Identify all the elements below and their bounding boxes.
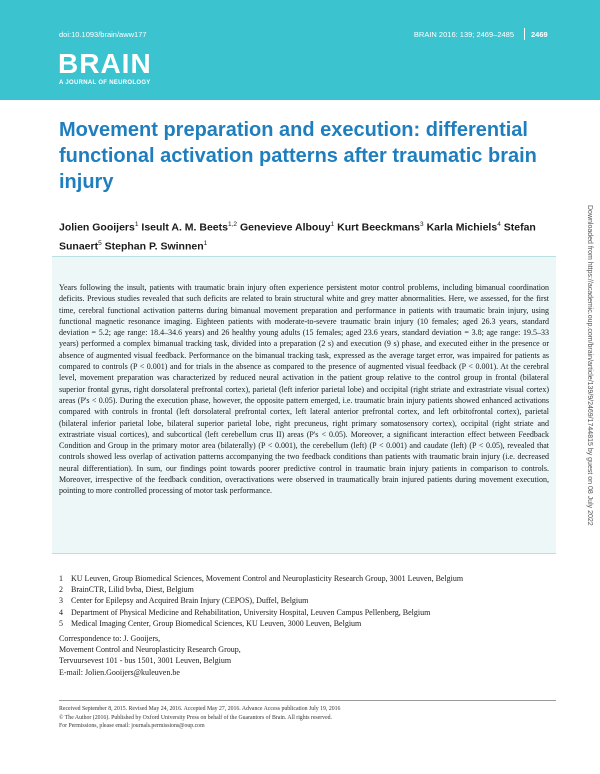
- author-name[interactable]: Genevieve Albouy: [239, 221, 331, 234]
- correspondence-email[interactable]: E-mail: Jolien.Gooijers@kuleuven.be: [59, 667, 180, 677]
- header-divider: [524, 28, 525, 40]
- affiliation-text: Medical Imaging Center, Group Biomedical Sciences, KU Leuven, 3000 Leuven, Belgium: [71, 618, 362, 628]
- affiliation-number: 2: [59, 585, 63, 595]
- affiliation-item: [59, 607, 539, 618]
- footer-copyright: © The Author (2016). Published by Oxford University Press on behalf of the Guarantors of Brain. All rights reserved.: [59, 714, 332, 721]
- author-name[interactable]: Kurt Beeckmans: [337, 221, 421, 234]
- brain-logo: BRAIN: [58, 48, 152, 79]
- footer-rule: [59, 700, 556, 701]
- download-side-note-text: Downloaded from https://academic.oup.com/brain/article/139/9/2469/1744815 by guest on 08 July 2022: [586, 205, 593, 526]
- page-number: 2469: [531, 30, 548, 39]
- affiliation-item: [59, 618, 539, 629]
- download-side-note: [584, 205, 594, 585]
- citation-text: BRAIN 2016: 139; 2469–2485: [413, 30, 514, 39]
- affiliation-number: 1: [59, 574, 63, 583]
- author-affiliation-mark: 1: [134, 221, 139, 228]
- doi-text[interactable]: doi:10.1093/brain/aww177: [59, 30, 147, 39]
- author-name[interactable]: Stefan Sunaert: [59, 221, 536, 252]
- author-name[interactable]: Iseult A. M. Beets: [141, 221, 228, 234]
- author-affiliation-mark: 1: [330, 221, 335, 228]
- correspondence-line: Correspondence to: J. Gooijers,: [59, 634, 161, 643]
- footer: [59, 705, 539, 731]
- affiliation-text: Department of Physical Medicine and Rehabilitation, University Hospital, Leuven Campus Pellenberg, Belgium: [71, 607, 431, 617]
- affiliation-item: [59, 595, 539, 606]
- footer-permissions[interactable]: For Permissions, please email: journals.permissions@oup.com: [59, 723, 205, 729]
- abstract-text: Years following the insult, patients with traumatic brain injury often experience persistent motor control problems, including bimanual coordination deficits. Previous studies revealed that such deficits are related to brain structural white and grey matter abnormalities. Here, we assessed, for the first time, cerebral functional activation patterns during bimanual movement preparation and performance in patients with traumatic brain injury, using functional magnetic resonance imaging. Eighteen patients with moderate-to-severe traumatic brain injury (10 females; aged 26.3 years, standard deviation = 5.2; age range: 18.4–34.6 years) and 26 healthy young adults (15 females; aged 23.6 years, standard deviation = 3.8; age range: 19.5–33 years) performed a complex bimanual tracking task, divided into a preparation (2 s) and execution (9 s) phase, and executed either in the presence or absence of augmented visual feedback. Performance on the bimanual tracking task, expressed as the average target error, was impaired for patients as compared to controls (P < 0.001) and for trials in the absence as compared to the presence of augmented visual feedback (P < 0.001). At the cerebral level, movement preparation was characterized by reduced neural activation in the patient group relative to the control group in frontal (bilateral superior frontal gyrus, right dorsolateral prefrontal cortex), parietal (left inferior parietal lobe) and occipital (right striate and extrastriate visual cortex) areas (P's < 0.05). During the execution phase, however, the opposite pattern emerged, i.e. traumatic brain injury patients showed enhanced activations compared with controls in frontal (left dorsolateral prefrontal cortex, left lateral anterior prefrontal cortex, and left orbitofrontal cortex), parietal (bilateral inferior parietal lobe, bilateral superior parietal lobe, right precuneus, right primary somatosensory cortex), occipital (right striate and extrastriate visual cortices), and subcortical (left cerebellum crus II) areas (P's < 0.05). Moreover, a significant interaction effect between Feedback Condition and Group in the primary motor area (bilaterally) (P < 0.001), the cerebellum (left) (P < 0.001) and caudate (left) (P < 0.05), revealed that controls showed less overlap of activation patterns accompanying the two feedback conditions than patients with traumatic brain injury (i.e. decreased neural differentiation). In sum, our findings point towards poorer predictive control in traumatic brain injury patients in comparison to controls. Moreover, irrespective of the feedback condition, overactivations were observed in traumatically brain injured patients during movement execution, pointing to more controlled processing of motor task performance.: [59, 283, 549, 496]
- author-affiliation-mark: 4: [497, 221, 501, 228]
- author-name[interactable]: Karla Michiels: [426, 221, 498, 234]
- affiliation-number: 3: [59, 596, 63, 606]
- author-list: [59, 217, 559, 254]
- affiliations: [59, 573, 539, 629]
- author-affiliation-mark: 1: [203, 239, 208, 247]
- author-affiliation-mark: 5: [98, 239, 102, 247]
- journal-subtitle: A JOURNAL OF NEUROLOGY: [59, 80, 151, 86]
- correspondence-line: Tervuursevest 101 - bus 1501, 3001 Leuven, Belgium: [59, 656, 232, 666]
- affiliation-number: 4: [59, 607, 63, 617]
- author-affiliation-mark: 1,2: [227, 221, 238, 228]
- author-affiliation-mark: 3: [420, 221, 424, 228]
- affiliation-text: Center for Epilepsy and Acquired Brain Injury (CEPOS), Duffel, Belgium: [71, 596, 309, 606]
- correspondence: [59, 633, 539, 678]
- affiliation-item: [59, 584, 539, 595]
- article-title: Movement preparation and execution: differential functional activation patterns after traumatic brain injury: [59, 119, 537, 193]
- affiliation-number: 5: [59, 618, 63, 628]
- affiliation-item: [59, 573, 539, 584]
- affiliation-text: BrainCTR, Lilid bvba, Diest, Belgium: [71, 585, 194, 595]
- author-name[interactable]: Stephan P. Swinnen: [104, 240, 204, 252]
- journal-header-bar: [0, 0, 600, 100]
- correspondence-line: Movement Control and Neuroplasticity Research Group,: [59, 645, 241, 655]
- author-name[interactable]: Jolien Gooijers: [59, 221, 135, 234]
- footer-dates: Received September 8, 2015. Revised May 24, 2016. Accepted May 27, 2016. Advance Access publication July 19, 2016: [59, 706, 341, 712]
- affiliation-text: KU Leuven, Group Biomedical Sciences, Movement Control and Neuroplasticity Research Group, 3001 Leuven, Belgium: [71, 574, 464, 583]
